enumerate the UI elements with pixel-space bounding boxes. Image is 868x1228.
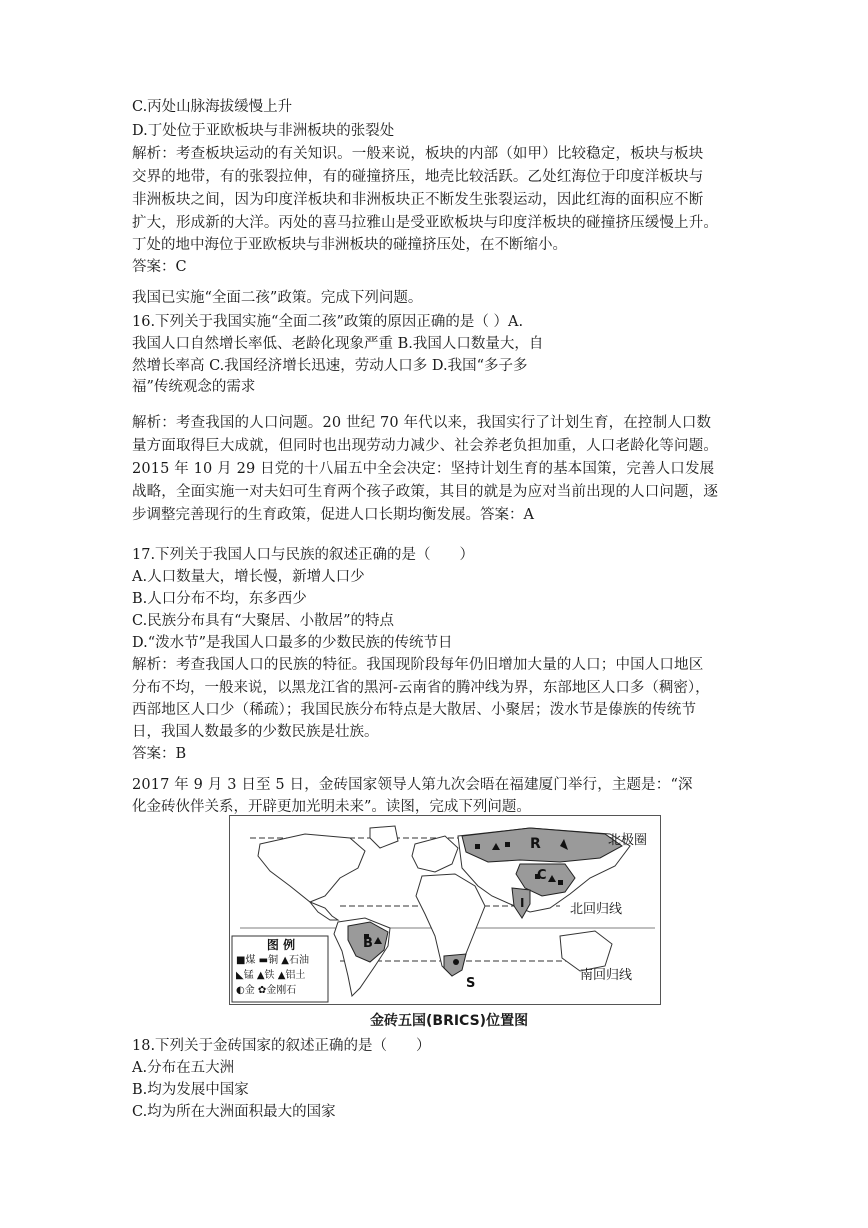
answer-text: 答案：C bbox=[132, 259, 187, 275]
text-line: C.丙处山脉海拔缓慢上升 bbox=[132, 99, 293, 115]
question-18: 18.下列关于金砖国家的叙述正确的是（ ） bbox=[132, 1038, 431, 1054]
country-label-brazil: B bbox=[363, 936, 373, 951]
text-line: 扩大，形成新的大洋。丙处的喜马拉雅山是受亚欧板块与印度洋板块的碰撞挤压缓慢上升。 bbox=[132, 215, 718, 231]
text-line: 丁处的地中海位于亚欧板块与非洲板块的碰撞挤压处，在不断缩小。 bbox=[132, 237, 567, 253]
option-c: C.民族分布具有“大聚居、小散居”的特点 bbox=[132, 613, 395, 629]
text-line: D.丁处位于亚欧板块与非洲板块的张裂处 bbox=[132, 123, 395, 139]
text-line: 我国人口自然增长率低、老龄化现象严重 B.我国人口数量大，自 bbox=[132, 336, 544, 352]
legend-row: ◣锰 ▲铁 ▲铝土 bbox=[236, 970, 306, 981]
legend-row: ■煤 ▬铜 ▲石油 bbox=[236, 955, 309, 966]
text-line: 解析：考查我国的人口问题。20 世纪 70 年代以来，我国实行了计划生育，在控制人口数 bbox=[132, 415, 712, 431]
map-caption: 金砖五国(BRICS)位置图 bbox=[370, 1013, 529, 1029]
option-c: C.均为所在大洲面积最大的国家 bbox=[132, 1104, 336, 1120]
text-line: 解析：考查我国人口的民族的特征。我国现阶段每年仍旧增加大量的人口；中国人口地区 bbox=[132, 657, 704, 673]
country-label-india: I bbox=[520, 896, 525, 910]
latitude-label-tropic-capricorn: 南回归线 bbox=[580, 968, 633, 983]
legend-row: ◐金 ✿金刚石 bbox=[236, 985, 297, 996]
text-line: 西部地区人口少（稀疏）；我国民族分布特点是大散居、小聚居；泼水节是傣族的传统节 bbox=[132, 702, 697, 718]
text-line: 2015 年 10 月 29 日党的十八届五中全会决定：坚持计划生育的基本国策，完善人口发展 bbox=[132, 461, 715, 477]
legend-title: 图 例 bbox=[266, 938, 296, 952]
text-line: 化金砖伙伴关系，开辟更加光明未来”。读图，完成下列问题。 bbox=[132, 799, 531, 815]
north-america-outline bbox=[258, 834, 365, 902]
answer-text: 答案：B bbox=[132, 746, 187, 762]
text-line: 解析：考查板块运动的有关知识。一般来说，板块的内部（如甲）比较稳定，板块与板块 bbox=[132, 146, 704, 162]
country-label-russia: R bbox=[530, 836, 541, 852]
latitude-label-arctic-circle: 北极圈 bbox=[608, 833, 648, 848]
text-line: 我国已实施“全面二孩”政策。完成下列问题。 bbox=[132, 290, 423, 306]
question-17: 17.下列关于我国人口与民族的叙述正确的是（ ） bbox=[132, 547, 475, 563]
text-line: 步调整完善现行的生育政策，促进人口长期均衡发展。答案：A bbox=[132, 507, 534, 523]
country-label-china: C bbox=[537, 868, 547, 883]
option-d: D.“泼水节”是我国人口最多的少数民族的传统节日 bbox=[132, 635, 453, 651]
text-line: 非洲板块之间，因为印度洋板块和非洲板块正不断发生张裂运动，因此红海的面积应不断 bbox=[132, 192, 704, 208]
central-america-outline bbox=[310, 902, 338, 920]
europe-outline bbox=[412, 836, 458, 872]
greenland-outline bbox=[370, 826, 398, 848]
map-legend bbox=[236, 938, 326, 998]
option-a: A.人口数量大，增长慢，新增人口少 bbox=[132, 569, 365, 585]
text-line: 2017 年 9 月 3 日至 5 日，金砖国家领导人第九次会晤在福建厦门举行，主题是：“深 bbox=[132, 777, 693, 793]
south-africa-region bbox=[444, 954, 466, 976]
text-line: 量方面取得巨大成就，但同时也出现劳动力减少、社会养老负担加重，人口老龄化等问题。 bbox=[132, 438, 718, 454]
brics-world-map bbox=[229, 815, 661, 1005]
latitude-label-tropic-cancer: 北回归线 bbox=[570, 902, 623, 917]
text-line: 交界的地带，有的张裂拉伸，有的碰撞挤压，地壳比较活跃。乙处红海位于印度洋板块与 bbox=[132, 169, 704, 185]
option-b: B.均为发展中国家 bbox=[132, 1082, 249, 1098]
text-line: 分布不均，一般来说，以黑龙江省的黑河-云南省的腾冲线为界，东部地区人口多（稠密）， bbox=[132, 680, 710, 696]
country-label-south-africa: S bbox=[466, 976, 476, 991]
text-line: 日，我国人数最多的少数民族是壮族。 bbox=[132, 724, 379, 740]
text-line: 然增长率高 C.我国经济增长迅速，劳动人口多 D.我国“多子多 bbox=[132, 358, 528, 374]
question-16: 16.下列关于我国实施“全面二孩”政策的原因正确的是（ ）A. bbox=[132, 314, 524, 330]
russia-region bbox=[462, 828, 622, 862]
text-line: 战略，全面实施一对夫妇可生育两个孩子政策，其目的就是为应对当前出现的人口问题，逐 bbox=[132, 484, 718, 500]
option-b: B.人口分布不均，东多西少 bbox=[132, 591, 307, 607]
option-a: A.分布在五大洲 bbox=[132, 1060, 235, 1076]
text-line: 福”传统观念的需求 bbox=[132, 379, 256, 395]
